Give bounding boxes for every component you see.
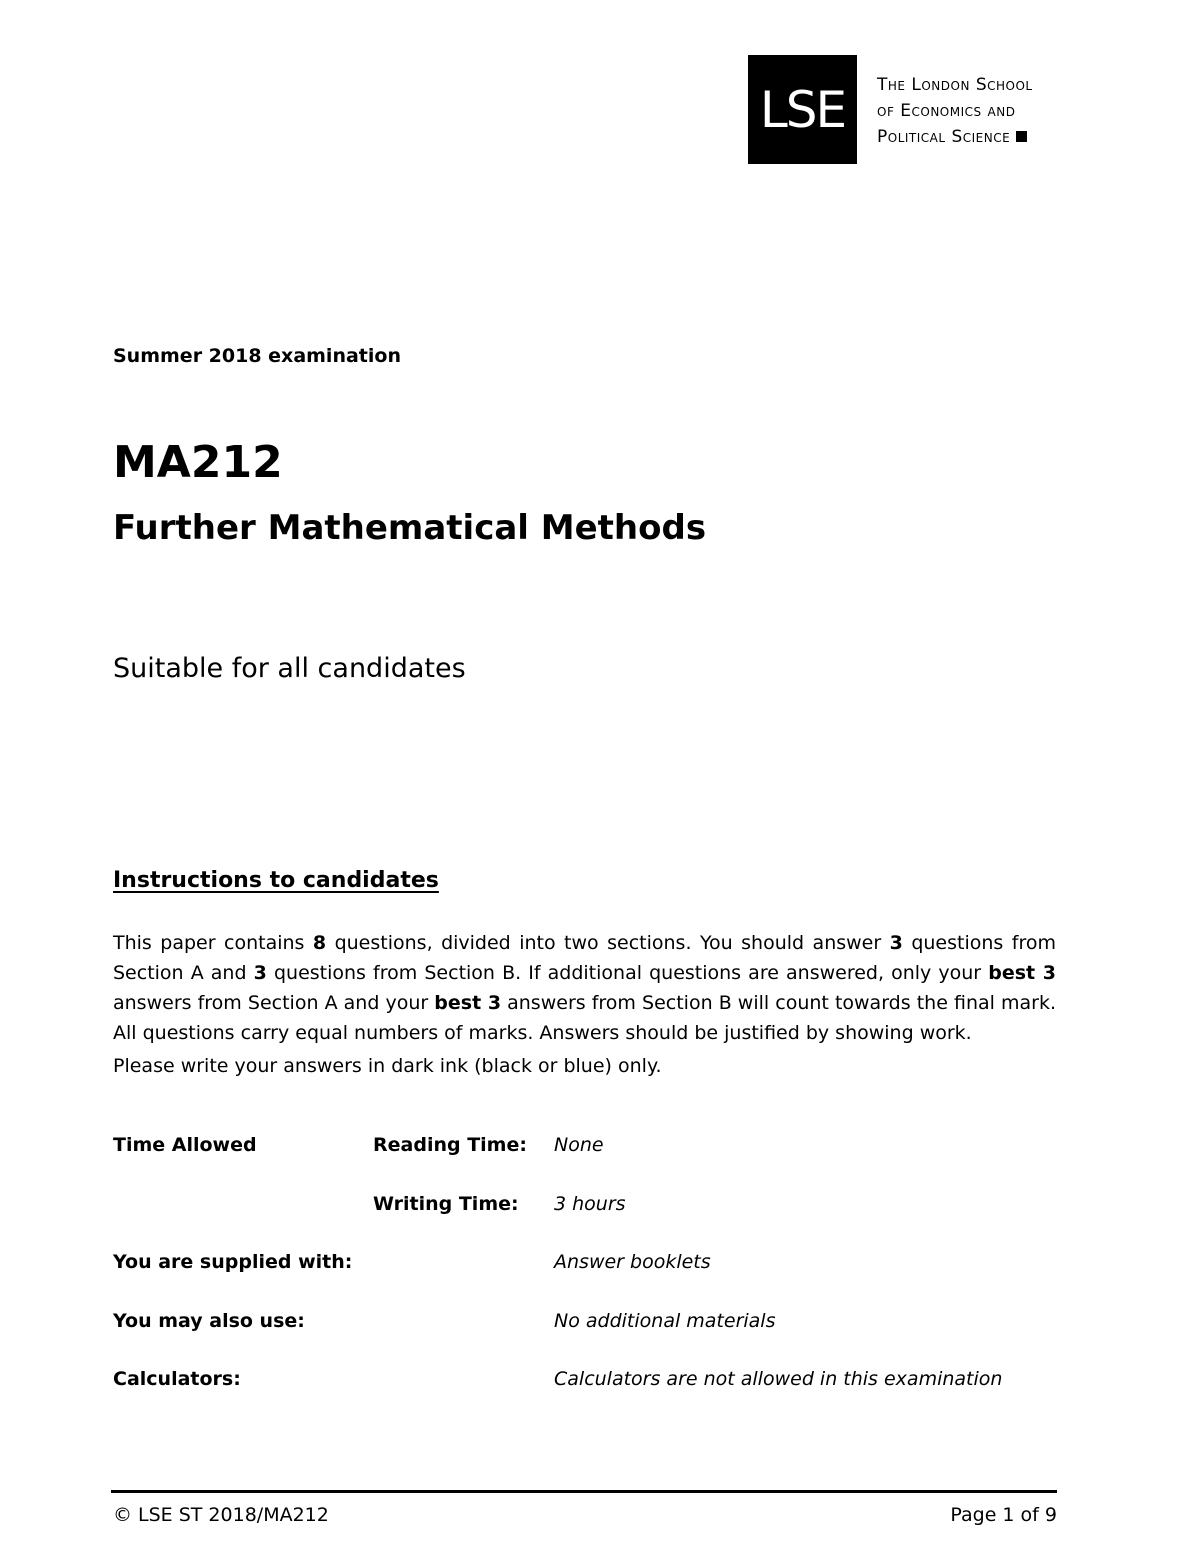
writing-time-label: Writing Time: xyxy=(373,1193,519,1215)
calculators-label: Calculators: xyxy=(113,1368,241,1390)
lse-logo-mark: LSE xyxy=(748,55,857,164)
may-use-label: You may also use: xyxy=(113,1310,305,1332)
lse-logo xyxy=(748,55,1033,164)
time-allowed-label: Time Allowed xyxy=(113,1134,257,1156)
exam-session: Summer 2018 examination xyxy=(113,345,401,367)
may-use-value: No additional materials xyxy=(554,1310,776,1332)
suitability-note: Suitable for all candidates xyxy=(113,653,466,684)
square-icon xyxy=(1016,131,1027,142)
footer-rule xyxy=(111,1490,1057,1493)
instructions-body: This paper contains 8 questions, divided into two sections. You should answer 3 questions from Section A and 3 questions from Section B. If additional questions are answered, only your best 3 answers from Section A and your best 3 answers from Section B will count towards the final mark. All questions carry equal numbers of marks. Answers should be justified by showing work. Please write your answers in dark ink (black or blue) only. xyxy=(113,928,1056,1081)
course-code: MA212 xyxy=(113,437,283,488)
institution-name xyxy=(877,72,1033,150)
instructions-heading: Instructions to candidates xyxy=(113,868,439,893)
footer-copyright: © LSE ST 2018/MA212 xyxy=(113,1504,329,1526)
footer-page-number: Page 1 of 9 xyxy=(950,1504,1057,1526)
reading-time-value: None xyxy=(554,1134,604,1156)
institution-line-1: The London School xyxy=(877,74,1033,95)
supplied-value: Answer booklets xyxy=(554,1251,711,1273)
reading-time-label: Reading Time: xyxy=(373,1134,527,1156)
institution-line-2: of Economics and xyxy=(877,100,1016,121)
writing-time-value: 3 hours xyxy=(554,1193,626,1215)
ink-instruction: Please write your answers in dark ink (black or blue) only. xyxy=(113,1055,662,1077)
calculators-value: Calculators are not allowed in this examination xyxy=(554,1368,1003,1390)
course-title: Further Mathematical Methods xyxy=(113,508,707,548)
supplied-label: You are supplied with: xyxy=(113,1251,353,1273)
institution-line-3: Political Science xyxy=(877,124,1033,150)
